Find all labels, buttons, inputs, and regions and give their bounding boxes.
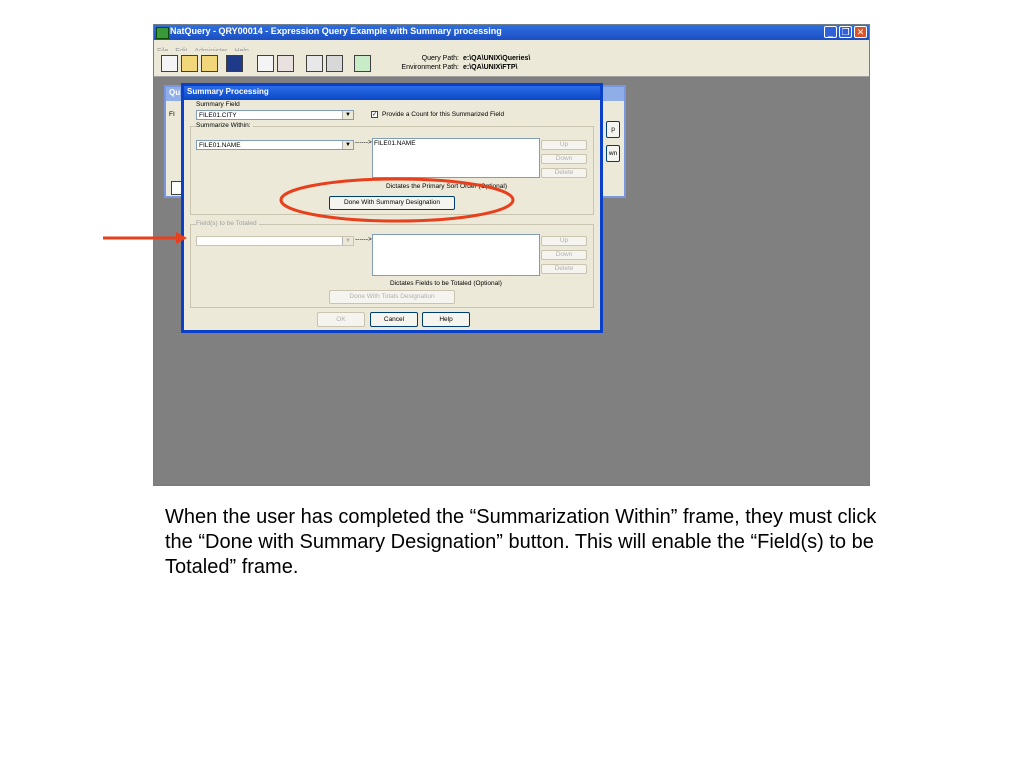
done-with-summary-designation-button[interactable]: Done With Summary Designation <box>329 196 455 210</box>
count-checkbox-label: Provide a Count for this Summarized Field <box>382 111 505 118</box>
dialog-title: Summary Processing <box>187 87 269 96</box>
help-button[interactable]: Help <box>422 312 470 327</box>
chevron-down-icon[interactable]: ▼ <box>342 111 353 119</box>
summary-up-button[interactable]: Up <box>541 140 587 150</box>
add-to-list-arrow[interactable]: ------> <box>355 139 372 146</box>
ok-button[interactable]: OK <box>317 312 365 327</box>
sort-order-note: Dictates the Primary Sort Order (Optional) <box>386 183 508 190</box>
pointer-arrow-head <box>176 232 187 244</box>
totals-note: Dictates Fields to be Totaled (Optional) <box>390 280 502 287</box>
background-window-title: Qu <box>169 88 181 97</box>
minimize-button[interactable]: _ <box>824 26 837 38</box>
add-total-arrow[interactable]: ------> <box>355 236 372 243</box>
environment-path-value: e:\QA\UNIX\FTP\ <box>463 64 518 71</box>
background-field-label: FI <box>169 111 175 118</box>
summary-down-button[interactable]: Down <box>541 154 587 164</box>
window-title: NatQuery - QRY00014 - Expression Query Example with Summary processing <box>170 26 502 36</box>
totals-delete-button[interactable]: Delete <box>541 264 587 274</box>
list-item[interactable]: FILE01.NAME <box>374 140 416 147</box>
totals-up-button[interactable]: Up <box>541 236 587 246</box>
restore-button[interactable]: ❐ <box>839 26 852 38</box>
environment-path-label: Environment Path: <box>401 64 459 71</box>
chevron-down-icon[interactable]: ▼ <box>342 237 353 245</box>
fields-to-be-totaled-label: Field(s) to be Totaled <box>196 220 257 227</box>
totals-down-button[interactable]: Down <box>541 250 587 260</box>
summary-delete-button[interactable]: Delete <box>541 168 587 178</box>
query-path-label: Query Path: <box>421 55 459 62</box>
query-path-value: e:\QA\UNIX\Queries\ <box>463 55 531 62</box>
summarize-within-value: FILE01.NAME <box>199 142 241 149</box>
cancel-button[interactable]: Cancel <box>370 312 418 327</box>
summary-field-value: FILE01.CITY <box>199 112 237 119</box>
summary-field-label: Summary Field <box>196 101 240 108</box>
done-with-totals-designation-button[interactable]: Done With Totals Designation <box>329 290 455 304</box>
background-up-button[interactable]: p <box>606 121 620 138</box>
chevron-down-icon[interactable]: ▼ <box>342 141 353 149</box>
summarize-within-label: Summarize Within: <box>196 122 251 129</box>
background-down-button[interactable]: wn <box>606 145 620 162</box>
close-button[interactable]: ✕ <box>854 26 867 38</box>
slide-caption: When the user has completed the “Summarization Within” frame, they must click the “Done with Summary Designation” button. This will enable the “Field(s) to be Totaled” frame. <box>165 506 877 578</box>
highlight-ellipse <box>281 179 513 221</box>
count-checkbox[interactable]: ✓ <box>372 112 378 118</box>
